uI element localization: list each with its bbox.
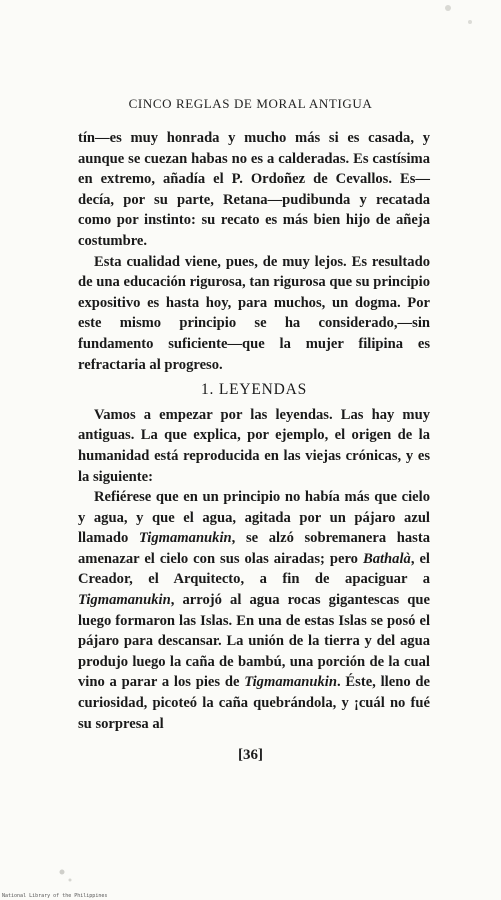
paragraph-3: Vamos a empezar por las leyendas. Las hay muy antiguas. La que explica, por ejemplo, el origen de la humanidad está reproducida en las viejas crónicas, y es la siguiente: — [78, 406, 430, 485]
body-text — [78, 128, 430, 734]
footer-credit: National Library of the Philippines — [2, 893, 108, 899]
italic-name: Tigmamanukin — [138, 530, 232, 547]
running-header: CINCO REGLAS DE MORAL ANTIGUA — [128, 96, 373, 111]
text-run: , se alzó sobremanera hasta amenazar el cielo con sus olas airadas; pero — [78, 530, 430, 567]
italic-name: Bathalà — [362, 550, 411, 567]
text-run: Refiérese que en un principio no había más que cielo y agua, y que el agua, agitada por un pájaro azul llamado — [78, 489, 430, 547]
paragraph-1: tín—es muy honrada y mucho más si es casada, y aunque se cuezan habas no es a calderadas. Es castísima en extremo, añadía el P. Ordoñez de Cevallos. Es—decía, por su parte, Retana—pudibunda y recatada como por instinto: su recato es más bien hijo de añeja costumbre. — [78, 130, 430, 249]
italic-name: Tigmamanukin — [244, 674, 337, 691]
section-heading: 1. LEYENDAS — [200, 381, 308, 399]
text-run: , arrojó al agua rocas gigantescas que luego formaron las Islas. En una de estas Islas se posó el pájaro para descansar. La unión de la tierra y del agua produjo luego la caña de bambú, una porción de la cual vino a parar a los pies de — [78, 592, 430, 691]
text-run: , el Creador, el Arquitecto, a fin de apaciguar a — [78, 550, 430, 588]
paragraph-2: Esta cualidad viene, pues, de muy lejos. Es resultado de una educación rigurosa, tan rigurosa que su principio expositivo es hasta hoy, para muchos, un dogma. Por este mismo principio se ha considerado,—sin fundamento suficiente—que la mujer filipina es refractaria al progreso. — [78, 253, 430, 373]
italic-name: Tigmamanukin — [78, 592, 171, 609]
text-run: . Éste, lleno de curiosidad, picoteó la caña quebrándola, y ¡cuál no fué su sorpresa al — [78, 674, 430, 732]
paragraph-4 — [78, 487, 430, 734]
page-number: [36] — [238, 747, 263, 763]
